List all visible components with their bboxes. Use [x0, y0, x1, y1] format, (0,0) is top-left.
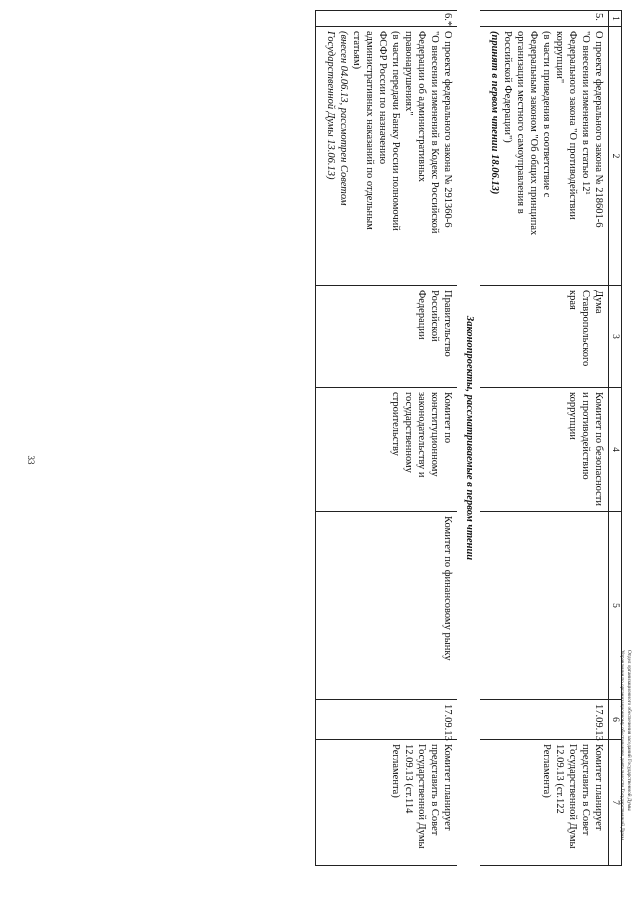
bill-title-line: коррупции" [554, 31, 565, 84]
footer [618, 650, 632, 890]
column-number: 2 [609, 27, 622, 286]
column-number: 3 [609, 286, 622, 388]
page-number: 33 [26, 455, 36, 465]
bill-title-line: статьям) [351, 31, 362, 70]
bill-title-line: административных наказаний по отдельным [364, 31, 375, 230]
bills-table [315, 10, 622, 866]
bill-title-line: правонарушениях" [403, 31, 414, 116]
co-committee [480, 512, 609, 700]
column-number: 4 [609, 388, 622, 512]
column-number: 7 [609, 740, 622, 866]
section-row [457, 11, 480, 866]
bill-title-line: О проекте федерального закона № 218601-6 [593, 31, 604, 228]
bill-title-line: "О внесении изменений в Кодекс Российской [429, 31, 440, 234]
consideration-date: 17.09.13 [480, 700, 609, 740]
bill-title [480, 27, 609, 286]
row-number: 6.* [316, 11, 458, 27]
column-number: 6 [609, 700, 622, 740]
bill-initiator: Правительство Российской Федерации [316, 286, 458, 388]
bill-title-line: ФСФР России по назначению [377, 31, 388, 165]
table-row [316, 11, 458, 866]
bill-title-line: О проекте федерального закона № 291360-6 [442, 31, 453, 228]
remark: Комитет планирует представить в Совет Государственной Думы 12.09.13 (ст.122 Регламента) [480, 740, 609, 866]
section-heading: Законопроекты, рассматриваемые в первом чтении [464, 315, 475, 561]
table-row [480, 11, 609, 866]
bill-status-note: (внесен 04.06.13, рассмотрен Советом Государственной Думы 13.06.13) [325, 31, 349, 206]
bill-title-line: (в части приведения в соответствие с [541, 31, 552, 198]
bill-title-line: "О внесении изменения в статью 12¹ [580, 31, 591, 195]
bill-title-line: Федеральным законом "Об общих принципах [528, 31, 539, 236]
consideration-date: 17.09.13 [316, 700, 458, 740]
bill-title-line: Федерального закона "О противодействии [567, 31, 578, 220]
legislative-plan-page [32, 10, 622, 865]
bill-initiator: Дума Ставропольского края [480, 286, 609, 388]
bill-title-line: Федерации об административных [416, 31, 427, 183]
responsible-committee: Комитет по конституционному законодательству и государственному строительству [316, 388, 458, 512]
bill-title-line: Российской Федерации") [502, 31, 513, 143]
bill-title-line: организации местного самоуправления в [515, 31, 526, 214]
footer-line: Отдел организационного обеспечения заседаний Государственной Думы [626, 650, 632, 811]
row-number: 5. [480, 11, 609, 27]
column-number: 5 [609, 512, 622, 700]
remark: Комитет планирует представить в Совет Государственной Думы 12.09.13 (ст.114 Регламента) [316, 740, 458, 866]
bill-status-note: (принят в первом чтении 18.06.13) [489, 31, 500, 195]
footer-line: Управления по организационному обеспечению деятельности Государственной Думы [619, 650, 625, 841]
bill-title-line: (в части передачи Банку России полномочий [390, 31, 401, 231]
bill-title [316, 27, 458, 286]
co-committee: Комитет по финансовому рынку [316, 512, 458, 700]
column-number: 1 [609, 11, 622, 27]
responsible-committee: Комитет по безопасности и противодействию коррупции [480, 388, 609, 512]
